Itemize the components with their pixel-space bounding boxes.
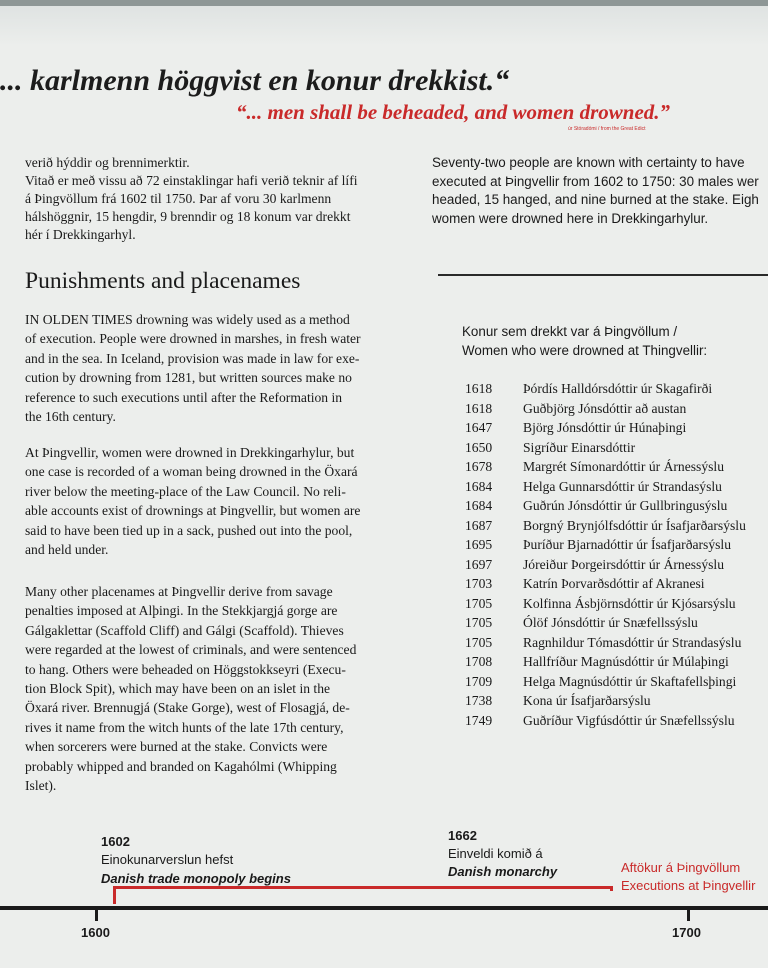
- women-list-year: 1618: [465, 381, 493, 396]
- women-list-year: 1697: [465, 556, 493, 572]
- title-icelandic: ... karlmenn höggvist en konur drekkist.“: [0, 64, 510, 97]
- intro-is-line: á Þingvöllum frá 1602 til 1750. Þar af voru 30 karlmenn: [25, 191, 332, 206]
- timeline-executions-en: Executions at Þingvellir: [621, 878, 756, 893]
- paragraph-line: to hang. Others were beheaded on Höggstokkseyri (Execu-: [25, 661, 346, 677]
- paragraph-drowning: [25, 310, 425, 426]
- paragraph-line: cution by drowning from 1281, but written sources make no: [25, 370, 352, 386]
- title-credit: úr Stóradómi / from the Great Edict: [568, 126, 646, 132]
- women-list-row: [465, 555, 768, 575]
- women-list-name: Margrét Símonardóttir úr Árnessýslu: [523, 459, 724, 474]
- section-heading: Punishments and placenames: [25, 268, 301, 294]
- women-list-year: 1738: [465, 693, 493, 708]
- timeline-1662-year: 1662: [448, 828, 477, 843]
- intro-en-line: executed at Þingvellir from 1602 to 1750: 30 males wer: [432, 173, 759, 189]
- information-board: [0, 6, 768, 968]
- women-list-row: [465, 399, 768, 419]
- timeline-tick-1700: [687, 909, 690, 921]
- paragraph-line: Öxará river. Brennugjá (Stake Gorge), west of Flosagjá, de-: [25, 700, 350, 716]
- timeline-label-1600: 1600: [81, 925, 110, 940]
- women-list-row: [465, 652, 768, 672]
- intro-en-line: headed, 15 hanged, and nine burned at the stake. Eigh: [432, 192, 759, 207]
- women-list-year: 1650: [465, 439, 493, 455]
- timeline-red-bar: [113, 886, 613, 889]
- women-list-year: 1684: [465, 478, 493, 494]
- women-list-row: [465, 711, 768, 731]
- women-list-name: Kona úr Ísafjarðarsýslu: [523, 693, 651, 708]
- women-list-row: [465, 477, 768, 497]
- paragraph-line: able accounts exist of drownings at Þingvellir, but women are: [25, 503, 361, 519]
- women-list-name: Borgný Brynjólfsdóttir úr Ísafjarðarsýslu: [523, 517, 746, 533]
- paragraph-line: when sorcerers were burned at the stake. Convicts were: [25, 739, 328, 755]
- women-list-heading-is: Konur sem drekkt var á Þingvöllum /: [462, 324, 678, 339]
- paragraph-line: the 16th century.: [25, 409, 116, 425]
- women-list-name: Björg Jónsdóttir úr Húnaþingi: [523, 420, 687, 435]
- women-list-year: 1684: [465, 498, 493, 513]
- intro-icelandic: [25, 154, 425, 244]
- women-list-name: Ólöf Jónsdóttir úr Snæfellssýslu: [523, 615, 698, 630]
- women-list-name: Jóreiður Þorgeirsdóttir úr Árnessýslu: [523, 556, 724, 572]
- women-list-heading: [462, 322, 707, 360]
- women-list-name: Þórdís Halldórsdóttir úr Skagafirði: [523, 381, 713, 396]
- women-list: [465, 379, 768, 730]
- timeline-1662-en: Danish monarchy: [448, 864, 558, 879]
- intro-en-line: women were drowned here in Drekkingarhylur.: [432, 210, 709, 226]
- women-list-year: 1618: [465, 400, 493, 416]
- women-list-row: [465, 418, 768, 438]
- women-list-row: [465, 574, 768, 594]
- paragraph-line: were regarded at the lowest of criminals, and were sentenced: [25, 642, 357, 658]
- paragraph-line: reference to such executions until after the Reformation in: [25, 389, 343, 405]
- women-list-year: 1695: [465, 537, 493, 552]
- paragraph-line: of execution. People were drowned in marshes, in fresh water: [25, 331, 361, 347]
- women-list-year: 1703: [465, 576, 493, 591]
- women-list-name: Sigríður Einarsdóttir: [523, 439, 636, 455]
- women-list-heading-en: Women who were drowned at Thingvellir:: [462, 343, 708, 358]
- women-list-row: [465, 672, 768, 692]
- paragraph-line: Many other placenames at Þingvellir derive from savage: [25, 584, 333, 599]
- women-list-name: Hallfríður Magnúsdóttir úr Múlaþingi: [523, 654, 729, 669]
- timeline-tick-1600: [95, 909, 98, 921]
- women-list-row: [465, 691, 768, 711]
- women-list-row: [465, 516, 768, 536]
- timeline-1602-year: 1602: [101, 834, 130, 849]
- women-list-year: 1687: [465, 517, 493, 533]
- timeline-red-end: [610, 886, 613, 891]
- paragraph-line: IN OLDEN TIMES drowning was widely used as a method: [25, 312, 350, 327]
- women-list-year: 1705: [465, 595, 493, 611]
- timeline-1602-en: Danish trade monopoly begins: [101, 871, 291, 886]
- paragraph-line: rives it name from the witch hunts of the late 17th century,: [25, 719, 344, 735]
- intro-english: [432, 154, 768, 228]
- paragraph-line: said to have been tied up in a sack, pushed out into the pool,: [25, 522, 353, 538]
- timeline-1602-is: Einokunarverslun hefst: [101, 852, 234, 867]
- divider-rule: [438, 274, 768, 276]
- timeline-executions-is: Aftökur á Þingvöllum: [621, 860, 741, 875]
- timeline-axis: [0, 906, 768, 910]
- paragraph-line: river below the meeting-place of the Law Council. No reli-: [25, 483, 346, 499]
- timeline-label-1700: 1700: [672, 925, 701, 940]
- women-list-row: [465, 438, 768, 458]
- women-list-row: [465, 379, 768, 399]
- women-list-name: Ragnhildur Tómasdóttir úr Strandasýslu: [523, 634, 742, 650]
- paragraph-thingvellir: [25, 443, 425, 559]
- intro-is-line: hálshöggnir, 15 hengdir, 9 brenndir og 18 konum var drekkt: [25, 209, 351, 224]
- women-list-year: 1647: [465, 420, 493, 435]
- paragraph-line: tion Block Spit), which may have been on an islet in the: [25, 681, 331, 697]
- paragraph-placenames: [25, 582, 425, 795]
- paragraph-line: At Þingvellir, women were drowned in Drekkingarhylur, but: [25, 445, 355, 460]
- intro-is-line: verið hýddir og brennimerktir.: [25, 155, 190, 170]
- women-list-name: Katrín Þorvarðsdóttir af Akranesi: [523, 576, 705, 591]
- women-list-name: Helga Gunnarsdóttir úr Strandasýslu: [523, 478, 722, 494]
- paragraph-line: probably whipped and branded on Kagahólmi (Whipping: [25, 758, 337, 774]
- intro-is-line: hér í Drekkingarhyl.: [25, 227, 136, 242]
- women-list-row: [465, 594, 768, 614]
- women-list-name: Guðríður Vigfúsdóttir úr Snæfellssýslu: [523, 712, 735, 728]
- women-list-row: [465, 457, 768, 477]
- women-list-name: Þuríður Bjarnadóttir úr Ísafjarðarsýslu: [523, 537, 732, 552]
- intro-is-line: Vitað er með vissu að 72 einstaklingar hafi verið teknir af lífi: [25, 173, 358, 188]
- intro-en-line: Seventy-two people are known with certainty to have: [432, 155, 745, 170]
- women-list-name: Helga Magnúsdóttir úr Skaftafellsþingi: [523, 673, 737, 689]
- women-list-year: 1749: [465, 712, 493, 728]
- women-list-row: [465, 535, 768, 555]
- women-list-year: 1705: [465, 634, 493, 650]
- women-list-year: 1709: [465, 673, 493, 689]
- women-list-year: 1708: [465, 654, 493, 669]
- women-list-name: Kolfinna Ásbjörnsdóttir úr Kjósarsýslu: [523, 595, 736, 611]
- paragraph-line: and held under.: [25, 542, 109, 558]
- women-list-name: Guðbjörg Jónsdóttir að austan: [523, 400, 687, 416]
- women-list-year: 1705: [465, 615, 493, 630]
- paragraph-line: one case is recorded of a woman being drowned in the Öxará: [25, 464, 358, 480]
- women-list-row: [465, 633, 768, 653]
- paragraph-line: Gálgaklettar (Scaffold Cliff) and Gálgi (Scaffold). Thieves: [25, 622, 344, 638]
- title-english: “... men shall be beheaded, and women drowned.”: [236, 100, 671, 124]
- women-list-year: 1678: [465, 459, 493, 474]
- women-list-name: Guðrún Jónsdóttir úr Gullbringusýslu: [523, 498, 728, 513]
- paragraph-line: Islet).: [25, 778, 57, 794]
- paragraph-line: penalties imposed at Alþingi. In the Stekkjargjá gorge are: [25, 603, 338, 619]
- women-list-row: [465, 613, 768, 633]
- women-list-row: [465, 496, 768, 516]
- timeline-1662-is: Einveldi komið á: [448, 846, 543, 861]
- paragraph-line: and in the sea. In Iceland, provision was made in law for exe-: [25, 350, 360, 366]
